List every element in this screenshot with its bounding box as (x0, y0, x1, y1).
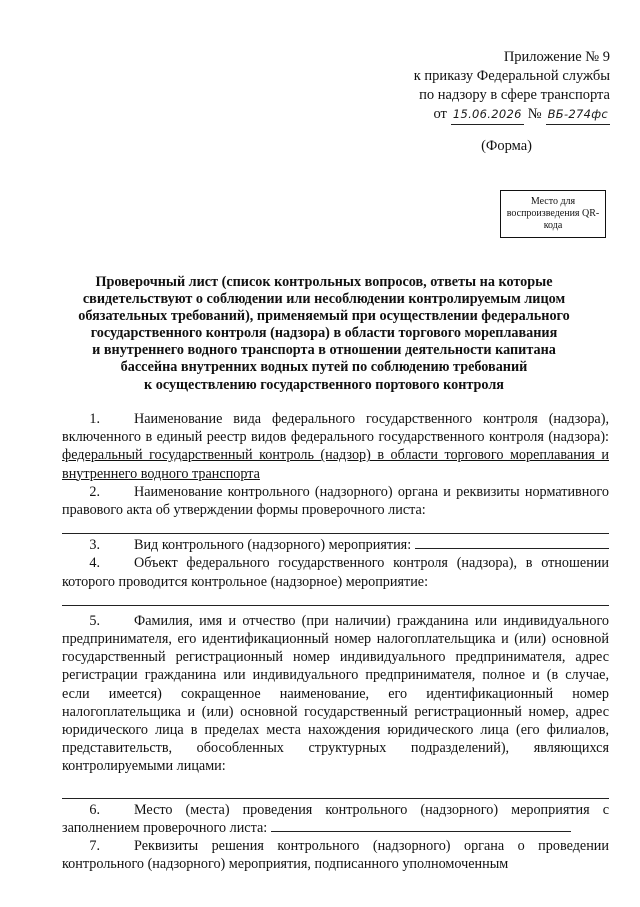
item-text: Реквизиты решения контрольного (надзорного) органа о проведении контрольного (надзорного) мероприятия, подписанного уполномоченным (62, 838, 609, 873)
title-line: и внутреннего водного транспорта в отношении деятельности капитана (92, 342, 556, 359)
fill-in-line[interactable] (62, 591, 609, 606)
title-line: государственного контроля (надзора) в области торгового мореплавания (90, 325, 558, 342)
checklist-body (62, 410, 609, 873)
item-number: 7. (89, 838, 100, 855)
item-number: 5. (89, 612, 100, 629)
item-3 (62, 536, 609, 554)
item-text: Место (места) проведения контрольного (надзорного) мероприятия с заполнением проверочного листа: (62, 801, 609, 836)
item-number: 6. (89, 801, 100, 818)
item-number: 1. (89, 411, 100, 427)
order-date-line (380, 105, 610, 125)
appendix-number: Приложение № 9 (503, 49, 610, 65)
fill-in-line[interactable] (62, 776, 609, 799)
form-label: (Форма) (481, 138, 532, 154)
item-text: Фамилия, имя и отчество (при наличии) гражданина или индивидуального предпринимателя, его идентификационный номер налогоплательщика и (или) основной государственный регистрационный номер индивидуального предпринимателя, адрес регистрации гражданина или индивидуального предпринимателя, полное и (в случае, если имеется) сокращенное наименование, его идентификационный номер налогоплательщика и (или) основной государственный регистрационный номер, адрес юридического лица в пределах места нахождения юридического лица (его филиалов, представительств, обособленных структурных подразделений), являющихся контролируемыми лицами: (62, 612, 609, 775)
document-title (48, 274, 600, 394)
item-text: Наименование вида федерального государственного контроля (надзора), включенного в единый реестр видов федерального государственного контроля (надзора): (62, 411, 609, 446)
title-line: к осуществлению государственного портового контроля (144, 376, 504, 393)
title-line: свидетельствуют о соблюдении или несоблюдении контролируемым лицом (82, 291, 566, 308)
item-number: 2. (89, 483, 100, 500)
qr-code-placeholder: Место для воспроизведения QR-кода (500, 190, 606, 238)
item-text: Наименование контрольного (надзорного) органа и реквизиты нормативного правового акта об утверждении формы проверочного листа: (62, 483, 609, 519)
control-type-value: федеральный государственный контроль (надзор) в области торгового мореплавания и внутреннего водного транспорта (62, 447, 609, 482)
item-7 (62, 837, 609, 873)
item-number: 3. (89, 537, 100, 554)
from-label: от (433, 106, 447, 122)
fill-in-line[interactable] (415, 536, 609, 549)
fill-in-line[interactable] (271, 819, 571, 832)
handwritten-date: 15.06.2026 (451, 105, 524, 125)
appendix-header (380, 48, 610, 125)
number-label: № (527, 106, 542, 122)
fill-in-line[interactable] (62, 519, 609, 534)
item-text: Вид контрольного (надзорного) мероприятия: (134, 537, 412, 554)
item-1 (62, 410, 609, 483)
item-4 (62, 554, 609, 590)
item-number: 4. (89, 555, 100, 572)
title-line: обязательных требований), применяемый при осуществлении федерального (78, 308, 570, 325)
title-line: Проверочный лист (список контрольных вопросов, ответы на которые (95, 274, 553, 290)
handwritten-number: ВБ-274фс (546, 105, 610, 125)
item-text: Объект федерального государственного контроля (надзора), в отношении которого проводится контрольное (надзорное) мероприятие: (62, 555, 609, 590)
title-line: бассейна внутренних водных путей по соблюдению требований (120, 359, 528, 376)
item-5 (62, 612, 609, 776)
item-2 (62, 483, 609, 519)
order-reference: к приказу Федеральной службы (413, 68, 610, 84)
item-6 (62, 801, 609, 837)
agency-name: по надзору в сфере транспорта (419, 87, 610, 103)
